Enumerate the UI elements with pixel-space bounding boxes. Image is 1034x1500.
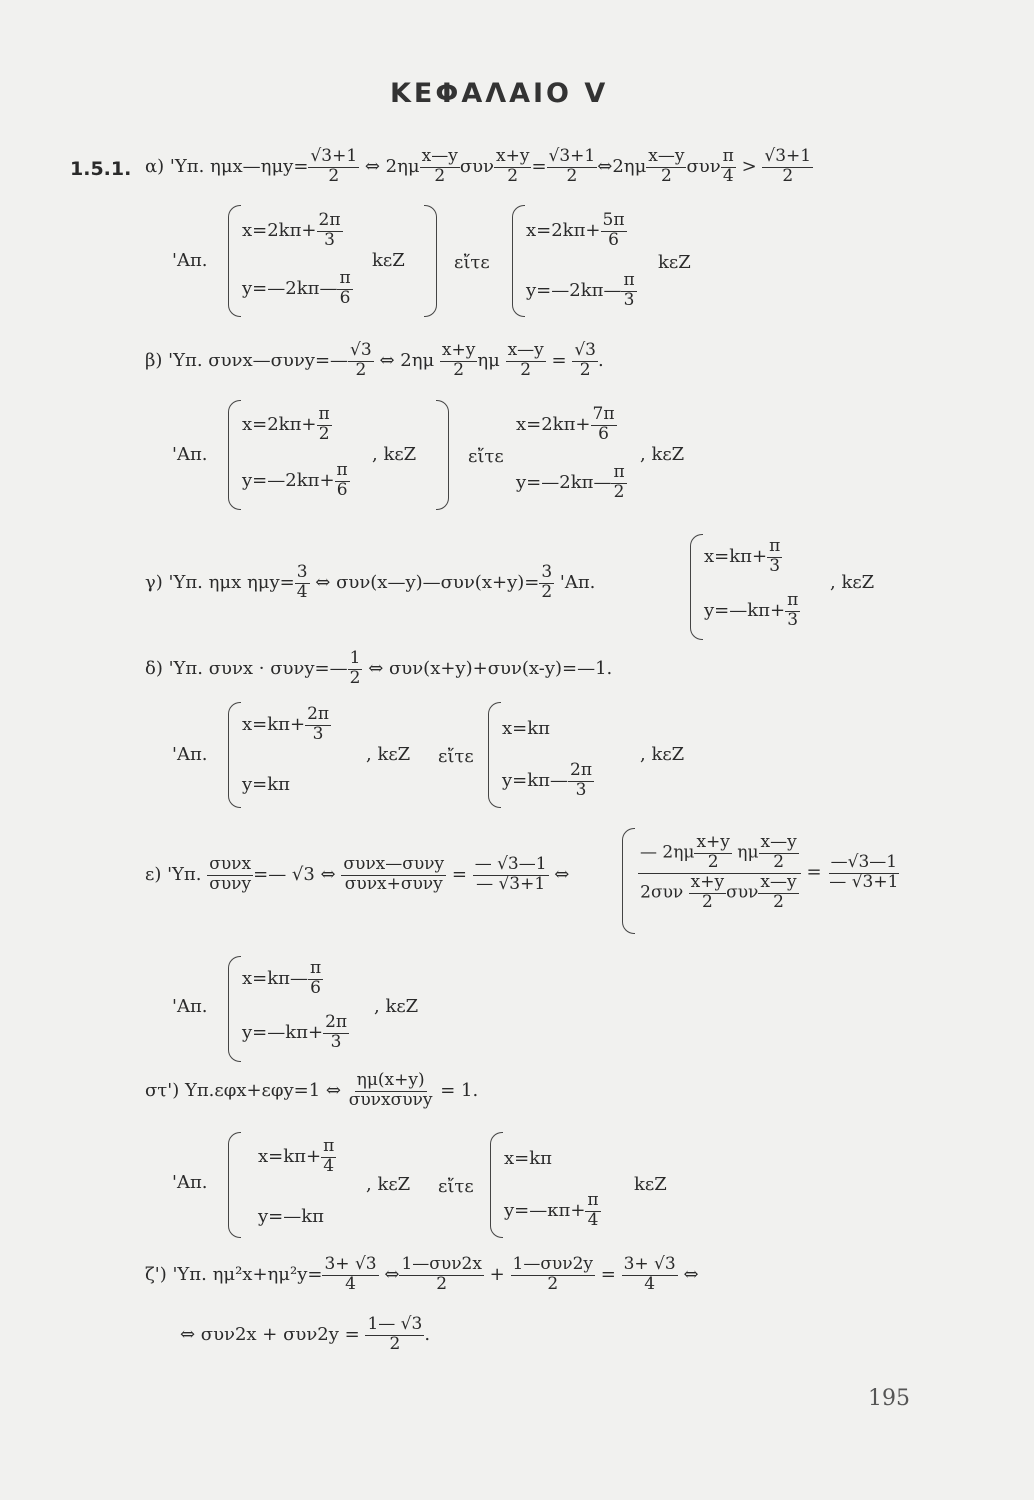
answer-label: 'Απ. xyxy=(172,250,208,271)
solution-y: y=—kπ+ $\frac{2\pi}{3}$ xyxy=(242,1012,348,1052)
or-label: εἴτε xyxy=(468,446,504,467)
solution-x: x=kπ xyxy=(504,1148,552,1169)
kez-label: kεZ xyxy=(372,250,405,271)
right-brace xyxy=(436,400,449,510)
answer-label: 'Απ. xyxy=(172,1172,208,1193)
kez-label: kεZ xyxy=(658,252,691,273)
left-brace xyxy=(690,534,703,640)
left-brace xyxy=(228,702,241,808)
solution-y: y=—2kπ— $\frac{\pi}{6}$ xyxy=(242,268,351,308)
solution-y: y=kπ xyxy=(242,774,290,795)
right-brace xyxy=(424,205,437,317)
kez-label: , kεZ xyxy=(372,444,417,465)
solution-x: x=2kπ+ $\frac{2\pi}{3}$ xyxy=(242,210,341,250)
part-e-hint: ε) 'Υπ. συνx συνy =— √3 ⇔ συνx—συνy συνx+συνy = $\frac{— √3—1}{— √3+1}$ ⇔ xyxy=(145,854,570,894)
solution-x: x=kπ+ $\frac{\pi}{3}$ xyxy=(704,536,781,576)
page-number: 195 xyxy=(868,1386,910,1411)
solution-x: x=kπ+ $\frac{2\pi}{3}$ xyxy=(242,704,330,744)
part-b-hint: β) 'Υπ. συνx—συνy=— $\frac{√3}{2}$ ⇔ 2ημ $\frac{x+y}{2}$ ημ $\frac{x—y}{2}$ = $\frac{√3}{2}$ . xyxy=(145,340,604,380)
solution-y: y=—kπ+ $\frac{\pi}{3}$ xyxy=(704,590,799,630)
solution-x: x=2kπ+ $\frac{\pi}{2}$ xyxy=(242,404,330,444)
solution-y: y=kπ— $\frac{2\pi}{3}$ xyxy=(502,760,592,800)
solution-x: x=kπ xyxy=(502,718,550,739)
left-brace xyxy=(228,956,241,1062)
answer-label: 'Απ. xyxy=(172,996,208,1017)
left-brace xyxy=(490,1132,503,1238)
left-brace xyxy=(488,702,501,808)
solution-y: y=—κπ+ $\frac{\pi}{4}$ xyxy=(504,1190,599,1230)
left-brace xyxy=(622,828,635,934)
part-st-hint: στ') Υπ.εφx+εφy=1 ⇔ ημ(x+y) συνxσυνy = 1. xyxy=(145,1070,479,1110)
answer-label: 'Απ. xyxy=(172,444,208,465)
kez-label: , kεZ xyxy=(374,996,419,1017)
kez-label: , kεZ xyxy=(366,1174,411,1195)
answer-label: 'Απ. xyxy=(172,744,208,765)
left-brace xyxy=(228,1132,241,1238)
kez-label: , kεZ xyxy=(640,444,685,465)
solution-y: y=—2kπ— $\frac{\pi}{2}$ xyxy=(516,462,625,502)
solution-x: x=kπ— $\frac{\pi}{6}$ xyxy=(242,958,322,998)
kez-label: , kεZ xyxy=(640,744,685,765)
left-brace xyxy=(228,205,241,317)
kez-label: , kεZ xyxy=(830,572,875,593)
kez-label: , kεZ xyxy=(366,744,411,765)
or-label: εἴτε xyxy=(438,746,474,767)
big-fraction: — 2ημ $\frac{x+y}{2}$ ημ $\frac{x—y}{2}$ 2συν $\frac{x+y}{2}$ συν $\frac{x—y}{2}$ = $\frac{—√3—1}{— √3+1}$ xyxy=(640,832,899,912)
part-d-hint: δ) 'Υπ. συνx · συνy=— $\frac{1}{2}$ ⇔ συν(x+y)+συν(x-y)=—1. xyxy=(145,648,613,688)
or-label: εἴτε xyxy=(454,252,490,273)
solution-y: y=—kπ xyxy=(258,1206,324,1227)
solution-x: x=kπ+ $\frac{\pi}{4}$ xyxy=(258,1136,335,1176)
kez-label: kεZ xyxy=(634,1174,667,1195)
solution-y: y=—2kπ+ $\frac{\pi}{6}$ xyxy=(242,460,348,500)
part-z-hint: ζ') 'Υπ. ημ²x+ημ²y= $\frac{3+ √3}{4}$ ⇔ 1—συν2x 2 + 1—συν2y 2 = $\frac{3+ √3}{4}$ ⇔ xyxy=(145,1254,699,1294)
left-brace xyxy=(512,205,525,317)
solution-x: x=2kπ+ $\frac{5\pi}{6}$ xyxy=(526,210,625,250)
part-c-hint: γ) 'Υπ. ημx ημy= $\frac{3}{4}$ ⇔ συν(x—y)—συν(x+y)= $\frac{3}{2}$ 'Απ. xyxy=(145,562,596,602)
solution-x: x=2kπ+ $\frac{7\pi}{6}$ xyxy=(516,404,615,444)
solution-y: y=—2kπ— $\frac{\pi}{3}$ xyxy=(526,270,635,310)
left-brace xyxy=(228,400,241,510)
or-label: εἴτε xyxy=(438,1176,474,1197)
part-z-line2: ⇔ συν2x + συν2y = $\frac{1— √3}{2}$ . xyxy=(180,1314,431,1354)
page-title: ΚΕΦΑΛΑΙΟ V xyxy=(390,78,609,109)
exercise-number: 1.5.1. xyxy=(70,158,132,180)
part-a-hint: α) 'Υπ. ημx—ημy= $\frac{√3+1}{2}$ ⇔ 2ημ $\frac{x—y}{2}$ συν $\frac{x+y}{2}$ = $\frac{√3+1}{2}$ ⇔2ημ $\frac{x—y}{2}$ συν $\frac{\pi}{4}$ > $\frac{√3+1}{2}$ xyxy=(145,146,812,186)
